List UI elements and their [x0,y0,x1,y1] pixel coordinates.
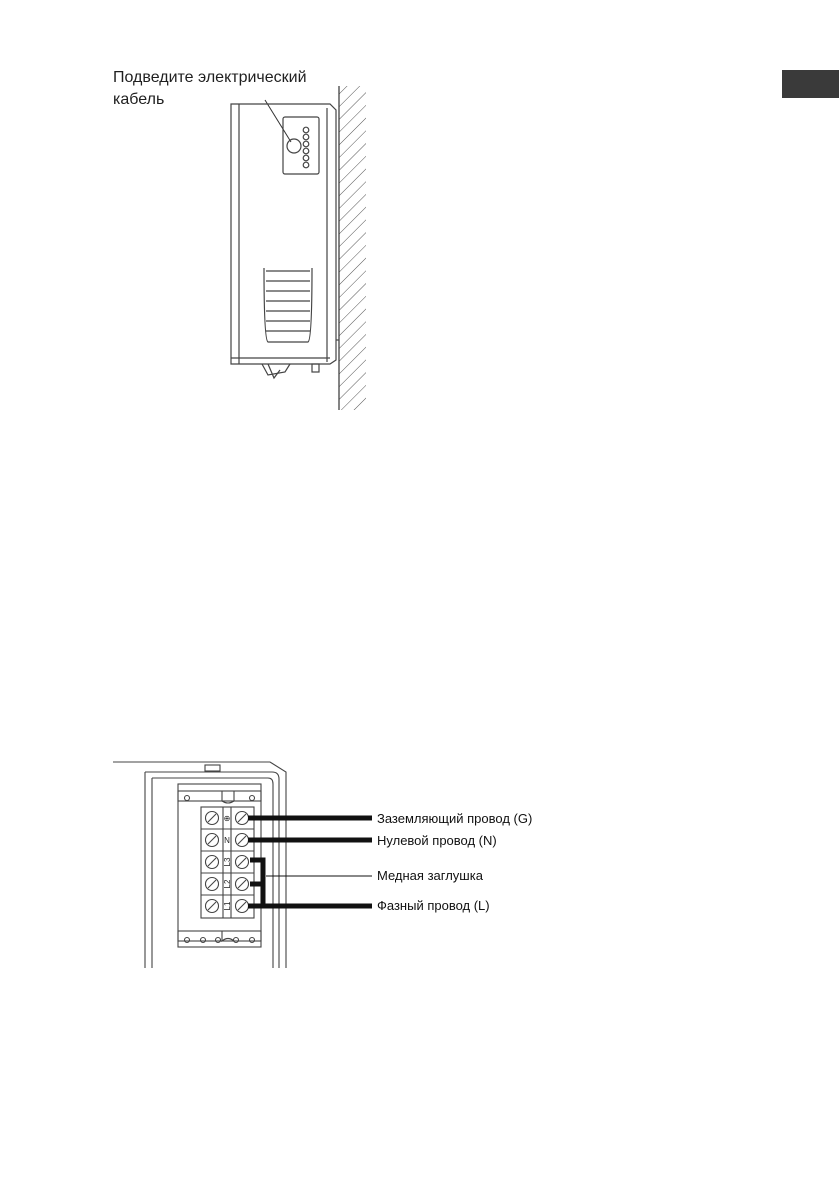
caption-line-2: кабель [113,91,165,108]
neutral-wire-label: Нулевой провод (N) [377,833,497,848]
copper-bridge-label: Медная заглушка [377,868,483,883]
wires [248,818,372,906]
terminal-mark-l3: L3 [223,857,232,867]
terminal-mark-n: N [224,836,230,845]
wall-hatching [339,86,366,410]
caption-line-1: Подведите электрический [113,69,307,86]
terminal-mark-l2: L2 [223,879,232,889]
ground-wire-label: Заземляющий провод (G) [377,811,533,826]
caption-leader-line [265,100,291,142]
terminal-mark-l1: L1 [223,901,232,911]
terminal-block-illustration [113,762,286,968]
terminal-mark-ground: ⊕ [223,814,231,823]
phase-wire-label: Фазный провод (L) [377,898,490,913]
copper-bridge [250,860,263,906]
indoor-unit-side-view [231,104,339,378]
